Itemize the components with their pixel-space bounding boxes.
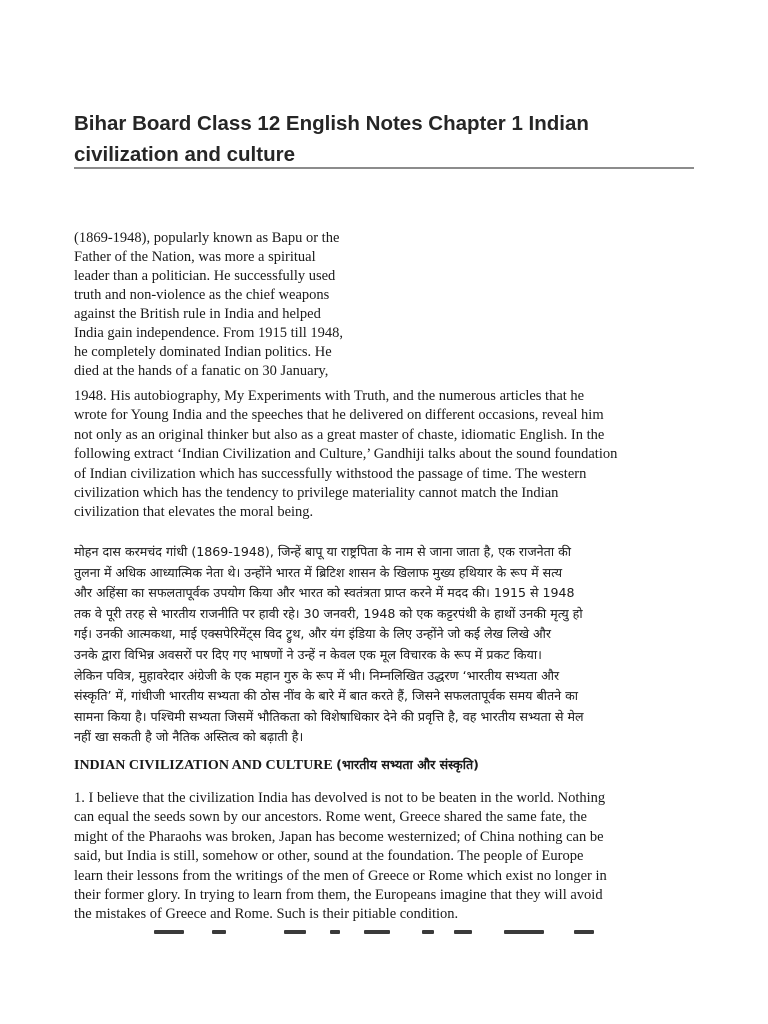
text-line: learn their lessons from the writings of the men of Greece or Rome which exist no longer in [74, 867, 607, 884]
text-line: can equal the seeds sown by our ancestors. Rome went, Greece shared the same fate, the [74, 809, 587, 826]
title-line: civilization and culture [74, 143, 295, 166]
section-heading-english: INDIAN CIVILIZATION AND CULTURE [74, 758, 337, 773]
text-line: died at the hands of a fanatic on 30 January, [74, 363, 329, 379]
paragraph-1 [74, 789, 694, 925]
hindi-line: नहीं खा सकती है जो नैतिक अस्तित्व को बढ़ाती है। [74, 729, 304, 745]
text-line: against the British rule in India and helped [74, 306, 321, 322]
text-line: truth and non-violence as the chief weapons [74, 287, 330, 303]
text-line: their former glory. In trying to learn from them, the Europeans imagine that they will avoid [74, 887, 603, 904]
text-line: civilization that elevates the moral being. [74, 504, 314, 521]
hindi-line: तुलना में अधिक आध्यात्मिक नेता थे। उन्होंने भारत में ब्रिटिश शासन के खिलाफ मुख्य हथियार के रूप में सत्य [74, 564, 563, 580]
hindi-line: उनके द्वारा विभिन्न अवसरों पर दिए गए भाषणों ने उन्हें न केवल एक मूल विचारक के रूप में प्रकट किया। [74, 646, 542, 662]
text-line: 1948. His autobiography, My Experiments with Truth, and the numerous articles that he [74, 388, 585, 404]
text-line: Father of the Nation, was more a spiritual [74, 249, 316, 265]
text-line: not only as an original thinker but also as a great master of chaste, idiomatic English. In the [74, 426, 605, 443]
hindi-paragraph [74, 542, 699, 748]
page-title [74, 108, 674, 170]
text-line: following extract ‘Indian Civilization and Culture,’ Gandhiji talks about the sound foundation [74, 446, 618, 463]
text-line: leader than a politician. He successfully used [74, 268, 336, 284]
section-heading [74, 755, 694, 776]
cut-off-text-line [74, 929, 614, 935]
hindi-line: और अहिंसा का सफलतापूर्वक उपयोग किया और भारत को स्वतंत्रता प्राप्त करने में मदद की। 1915 से 1948 [74, 585, 575, 601]
hindi-line: गई। उनकी आत्मकथा, माई एक्सपेरिमेंट्स विद ट्रुथ, और यंग इंडिया के लिए उन्होंने जो कई लेख लिखे और [74, 626, 552, 642]
text-line: of Indian civilization which has successfully withstood the passage of time. The western [74, 465, 587, 482]
hindi-line: लेकिन पवित्र, मुहावरेदार अंग्रेजी के एक महान गुरु के रूप में भी। निम्नलिखित उद्धरण ‘भारतीय सभ्यता और [74, 667, 560, 683]
section-heading-hindi: (भारतीय सभ्यता और संस्कृति) [336, 757, 479, 772]
text-line: he completely dominated Indian politics. He [74, 344, 332, 360]
text-line: 1. I believe that the civilization India has devolved is not to be beaten in the world. Nothing [74, 790, 606, 806]
intro-paragraph-top [74, 229, 394, 381]
text-line: said, but India is still, somehow or other, sound at the foundation. The people of Europe [74, 848, 584, 865]
hindi-line: मोहन दास करमचंद गांधी (1869-1948), जिन्हें बापू या राष्ट्रपिता के नाम से जाना जाता है, एक राजनेता की [74, 544, 572, 559]
text-line: India gain independence. From 1915 till 1948, [74, 325, 344, 341]
hindi-line: तक वे पूरी तरह से भारतीय राजनीति पर हावी रहे। 30 जनवरी, 1948 को एक कट्टरपंथी के हाथों उनकी मृत्यु हो [74, 605, 583, 621]
title-line: Bihar Board Class 12 English Notes Chapter 1 Indian [74, 112, 589, 135]
text-line: the mistakes of Greece and Rome. Such is their pitiable condition. [74, 906, 459, 923]
hindi-line: सामना किया है। पश्चिमी सभ्यता जिसमें भौतिकता को विशेषाधिकार देने की प्रवृत्ति है, वह भारतीय सभ्यता से मेल [74, 708, 584, 724]
hindi-line: संस्कृति’ में, गांधीजी भारतीय सभ्यता की ठोस नींव के बारे में बात करते हैं, जिसने सफलतापूर्वक समय बीतने का [74, 688, 579, 704]
title-divider [74, 167, 694, 169]
intro-paragraph-bottom [74, 387, 694, 523]
text-line: wrote for Young India and the speeches that he delivered on different occasions, reveal him [74, 407, 604, 424]
text-line: (1869-1948), popularly known as Bapu or the [74, 230, 340, 246]
text-line: might of the Pharaohs was broken, Japan has become westernized; of China nothing can be [74, 828, 604, 845]
text-line: civilization which has the tendency to privilege materiality cannot match the Indian [74, 485, 559, 502]
